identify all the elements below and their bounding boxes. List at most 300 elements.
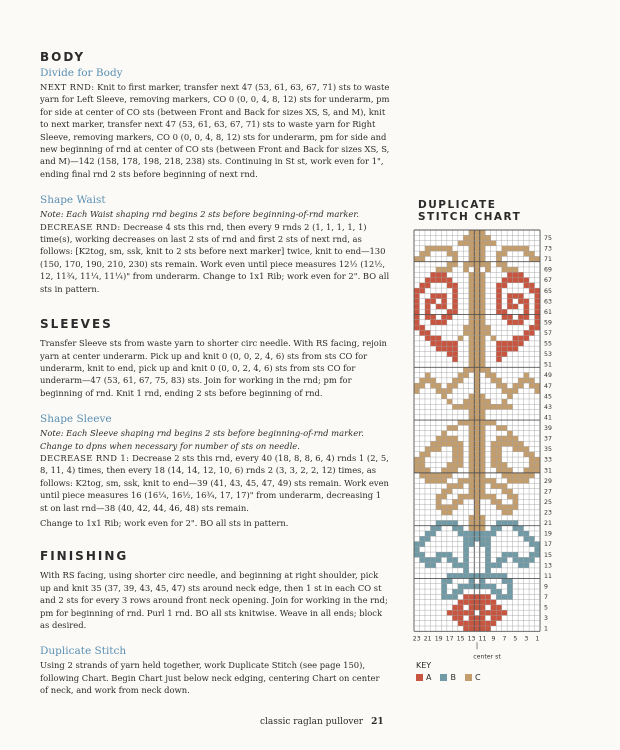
chart-cell-a: [436, 341, 441, 346]
chart-cell-c: [513, 388, 518, 393]
chart-cell-c: [485, 367, 490, 372]
chart-cell-c: [480, 320, 485, 325]
chart-cell-a: [419, 330, 424, 335]
chart-cell-c: [441, 267, 446, 272]
chart-row-label: 17: [544, 541, 552, 549]
chart-cell-a: [441, 341, 446, 346]
chart-cell-a: [513, 278, 518, 283]
chart-cell-c: [419, 473, 424, 478]
chart-cell-c: [474, 520, 479, 525]
chart-cell-a: [480, 621, 485, 626]
chart-cell-a: [441, 293, 446, 298]
chart-row-label: 13: [544, 562, 552, 570]
chart-cell-c: [518, 378, 523, 383]
chart-cell-c: [474, 267, 479, 272]
chart-cell-b: [463, 568, 468, 573]
chart-cell-b: [491, 573, 496, 578]
chart-cell-c: [463, 241, 468, 246]
chart-row-label: 33: [544, 456, 552, 464]
chart-cell-c: [480, 520, 485, 525]
chart-cell-b: [447, 594, 452, 599]
chart-cell-c: [507, 505, 512, 510]
chart-cell-c: [480, 330, 485, 335]
chart-cell-c: [480, 399, 485, 404]
chart-cell-c: [474, 441, 479, 446]
chart-cell-b: [463, 563, 468, 568]
chart-cell-a: [447, 278, 452, 283]
chart-cell-c: [491, 457, 496, 462]
chart-cell-b: [452, 520, 457, 525]
chart-cell-c: [436, 267, 441, 272]
chart-cell-c: [535, 383, 540, 388]
chart-cell-c: [441, 394, 446, 399]
chart-cell-c: [474, 494, 479, 499]
center-st-label: center st: [473, 653, 501, 661]
chart-cell-c: [430, 246, 435, 251]
chart-cell-c: [513, 383, 518, 388]
chart-cell-a: [524, 336, 529, 341]
chart-cell-c: [496, 404, 501, 409]
chart-cell-b: [463, 531, 468, 536]
chart-row-label: 3: [544, 615, 548, 623]
chart-cell-b: [485, 536, 490, 541]
chart-cell-c: [474, 293, 479, 298]
chart-cell-a: [469, 605, 474, 610]
chart-cell-a: [425, 304, 430, 309]
chart-cell-c: [529, 468, 534, 473]
chart-cell-c: [491, 462, 496, 467]
chart-row-label: 57: [544, 330, 552, 337]
chart-cell-c: [447, 436, 452, 441]
chart-cell-c: [469, 325, 474, 330]
chart-cell-c: [425, 246, 430, 251]
chart-col-label: 3: [524, 635, 529, 643]
chart-cell-a: [441, 304, 446, 309]
chart-cell-c: [469, 483, 474, 488]
chart-cell-c: [474, 325, 479, 330]
chart-cell-c: [469, 436, 474, 441]
chart-cell-c: [480, 283, 485, 288]
chart-cell-b: [535, 547, 540, 552]
chart-cell-b: [513, 520, 518, 525]
chart-cell-c: [458, 420, 463, 425]
chart-cell-c: [441, 246, 446, 251]
chart-col-label: 1: [535, 635, 540, 643]
chart-cell-c: [474, 404, 479, 409]
chart-cell-c: [474, 256, 479, 261]
chart-cell-c: [474, 431, 479, 436]
chart-cell-c: [463, 404, 468, 409]
chart-cell-c: [507, 404, 512, 409]
chart-cell-a: [425, 283, 430, 288]
chart-cell-a: [425, 314, 430, 319]
chart-cell-c: [469, 262, 474, 267]
chart-cell-c: [452, 505, 457, 510]
chart-cell-c: [458, 378, 463, 383]
chart-cell-c: [474, 362, 479, 367]
chart-cell-c: [452, 425, 457, 430]
chart-cell-c: [480, 299, 485, 304]
chart-cell-b: [513, 557, 518, 562]
chart-cell-c: [480, 235, 485, 240]
chart-cell-c: [480, 357, 485, 362]
chart-cell-a: [419, 325, 424, 330]
chart-cell-c: [502, 251, 507, 256]
page-footer: [260, 717, 384, 727]
chart-cell-c: [485, 478, 490, 483]
chart-cell-b: [474, 531, 479, 536]
chart-cell-c: [436, 383, 441, 388]
chart-cell-b: [507, 589, 512, 594]
chart-cell-c: [469, 241, 474, 246]
chart-cell-a: [480, 594, 485, 599]
chart-cell-c: [419, 452, 424, 457]
chart-cell-c: [441, 431, 446, 436]
chart-cell-b: [436, 520, 441, 525]
chart-cell-a: [524, 278, 529, 283]
chart-cell-a: [430, 299, 435, 304]
chart-cell-c: [480, 362, 485, 367]
chart-cell-c: [513, 436, 518, 441]
chart-cell-c: [469, 399, 474, 404]
chart-cell-c: [496, 483, 501, 488]
chart-cell-c: [469, 494, 474, 499]
finishing-text: With RS facing, using shorter circ needle, and beginning at right shoulder, pick up and knit 35 (37, 39, 43, 45, 47) sts around neck edge, then 1 st in each CO st and 2 sts for every 3 rows around front neck opening. Join for working in the rnd; pm for beginning of rnd. Purl 1 rnd. BO all sts knitwise. Weave in all ends; block as desired.: [40, 570, 388, 630]
chart-cell-c: [469, 304, 474, 309]
chart-cell-c: [507, 441, 512, 446]
chart-cell-a: [502, 309, 507, 314]
chart-cell-c: [496, 441, 501, 446]
chart-cell-a: [518, 278, 523, 283]
chart-cell-c: [419, 256, 424, 261]
chart-cell-b: [507, 594, 512, 599]
chart-cell-b: [452, 594, 457, 599]
chart-cell-b: [491, 589, 496, 594]
chart-cell-c: [518, 473, 523, 478]
chart-cell-c: [474, 468, 479, 473]
chart-row-label: 45: [544, 393, 552, 401]
chart-cell-b: [491, 563, 496, 568]
chart-cell-c: [496, 468, 501, 473]
chart-cell-b: [425, 563, 430, 568]
chart-cell-c: [458, 457, 463, 462]
chart-cell-b: [463, 536, 468, 541]
chart-cell-c: [524, 478, 529, 483]
chart-cell-c: [458, 499, 463, 504]
chart-cell-a: [507, 304, 512, 309]
chart-cell-c: [430, 441, 435, 446]
sleeves-heading: SLEEVES: [40, 317, 113, 332]
chart-cell-a: [463, 600, 468, 605]
chart-cell-a: [469, 594, 474, 599]
chart-cell-b: [518, 563, 523, 568]
chart-cell-c: [480, 309, 485, 314]
chart-cell-b: [430, 563, 435, 568]
chart-cell-c: [425, 468, 430, 473]
chart-cell-c: [507, 431, 512, 436]
chart-cell-c: [507, 510, 512, 515]
chart-cell-a: [502, 341, 507, 346]
chart-cell-a: [491, 610, 496, 615]
chart-row-label: 19: [544, 530, 552, 538]
shape-sleeve-title: Shape Sleeve: [40, 413, 112, 426]
chart-cell-c: [507, 388, 512, 393]
chart-cell-a: [518, 293, 523, 298]
chart-cell-a: [419, 288, 424, 293]
chart-cell-c: [529, 378, 534, 383]
chart-row-label: 25: [544, 498, 552, 506]
chart-cell-a: [436, 304, 441, 309]
chart-cell-b: [507, 584, 512, 589]
chart-cell-b: [496, 520, 501, 525]
body-heading: BODY: [40, 50, 86, 64]
chart-cell-a: [414, 309, 419, 314]
chart-cell-c: [480, 230, 485, 235]
chart-cell-c: [436, 436, 441, 441]
chart-cell-c: [474, 420, 479, 425]
chart-cell-c: [491, 441, 496, 446]
chart-cell-b: [529, 557, 534, 562]
chart-row-label: 63: [544, 298, 552, 306]
chart-cell-c: [474, 288, 479, 293]
chart-cell-b: [463, 557, 468, 562]
chart-cell-a: [441, 314, 446, 319]
key-label-a: A: [426, 673, 432, 682]
chart-cell-b: [502, 594, 507, 599]
chart-cell-c: [513, 473, 518, 478]
chart-cell-c: [491, 241, 496, 246]
chart-cell-a: [502, 283, 507, 288]
duplicate-stitch-chart: [412, 228, 572, 661]
chart-cell-a: [513, 336, 518, 341]
chart-row-label: 21: [544, 520, 552, 528]
chart-cell-c: [507, 494, 512, 499]
chart-cell-c: [518, 441, 523, 446]
chart-cell-c: [419, 468, 424, 473]
chart-cell-a: [430, 336, 435, 341]
chart-cell-a: [474, 600, 479, 605]
chart-cell-b: [463, 542, 468, 547]
chart-cell-c: [502, 388, 507, 393]
chart-cell-c: [507, 478, 512, 483]
chart-cell-c: [452, 404, 457, 409]
chart-cell-a: [485, 621, 490, 626]
chart-cell-a: [518, 336, 523, 341]
chart-cell-c: [469, 351, 474, 356]
chart-cell-c: [430, 383, 435, 388]
chart-cell-c: [469, 362, 474, 367]
chart-cell-a: [518, 314, 523, 319]
chart-cell-c: [474, 341, 479, 346]
chart-col-label: 13: [467, 635, 476, 643]
chart-cell-c: [507, 246, 512, 251]
chart-cell-c: [480, 478, 485, 483]
chart-cell-c: [447, 251, 452, 256]
chart-cell-b: [419, 557, 424, 562]
chart-cell-a: [513, 341, 518, 346]
chart-cell-a: [452, 605, 457, 610]
chart-cell-b: [425, 536, 430, 541]
chart-cell-c: [474, 373, 479, 378]
chart-cell-c: [447, 246, 452, 251]
chart-cell-c: [474, 410, 479, 415]
chart-cell-c: [535, 457, 540, 462]
chart-cell-a: [474, 594, 479, 599]
chart-cell-b: [485, 568, 490, 573]
chart-cell-c: [469, 336, 474, 341]
chart-cell-a: [518, 320, 523, 325]
chart-cell-b: [496, 526, 501, 531]
chart-cell-b: [485, 584, 490, 589]
chart-cell-c: [474, 425, 479, 430]
chart-cell-a: [458, 615, 463, 620]
chart-cell-c: [469, 251, 474, 256]
chart-cell-a: [507, 299, 512, 304]
chart-cell-c: [436, 446, 441, 451]
chart-cell-a: [414, 288, 419, 293]
chart-row-label: 15: [544, 551, 552, 559]
chart-row-label: 67: [544, 277, 552, 285]
chart-cell-b: [430, 526, 435, 531]
chart-cell-b: [447, 557, 452, 562]
chart-cell-c: [441, 505, 446, 510]
chart-cell-a: [491, 605, 496, 610]
chart-cell-c: [474, 515, 479, 520]
chart-cell-c: [474, 446, 479, 451]
chart-col-label: 15: [456, 635, 465, 643]
chart-cell-c: [474, 262, 479, 267]
chart-cell-a: [419, 283, 424, 288]
chart-cell-a: [436, 336, 441, 341]
chart-cell-a: [496, 346, 501, 351]
chart-cell-c: [474, 299, 479, 304]
chart-cell-c: [419, 457, 424, 462]
chart-cell-a: [469, 615, 474, 620]
chart-cell-a: [485, 594, 490, 599]
chart-cell-a: [425, 330, 430, 335]
chart-cell-c: [447, 383, 452, 388]
chart-cell-c: [452, 383, 457, 388]
chart-cell-c: [474, 505, 479, 510]
chart-cell-a: [535, 299, 540, 304]
chart-cell-c: [463, 478, 468, 483]
chart-cell-c: [485, 494, 490, 499]
chart-cell-c: [458, 483, 463, 488]
chart-cell-c: [414, 462, 419, 467]
chart-cell-c: [469, 283, 474, 288]
chart-cell-b: [485, 552, 490, 557]
chart-row-label: 69: [544, 266, 552, 274]
chart-cell-a: [535, 320, 540, 325]
chart-cell-c: [425, 478, 430, 483]
chart-cell-c: [529, 251, 534, 256]
chart-row-label: 5: [544, 604, 548, 612]
chart-cell-b: [524, 563, 529, 568]
chart-cell-c: [469, 526, 474, 531]
key-title: KEY: [416, 661, 432, 670]
shape-sleeve-text: DECREASE RND 1: Decrease 2 sts this rnd, every 40 (18, 8, 8, 6, 4) rnds 1 (2, 5, 8, 11, 4) times, then every 18 (14, 14, 12, 10, 6) rnds 2 (3, 3, 2, 2, 12) times, as follows: K2tog, sm, ssk, knit to end—39 (41, 43, 45, 47, 49) sts remain. Work even until piece measures 16 (16¼, 16½, 16¾, 17, 17)" from underarm, decreasing 1 st on last rnd—38 (40, 42, 44, 46, 48) sts remain.: [40, 452, 389, 513]
text-column: [40, 50, 390, 697]
chart-cell-b: [441, 589, 446, 594]
chart-cell-c: [480, 241, 485, 246]
chart-cell-c: [496, 425, 501, 430]
chart-cell-b: [458, 563, 463, 568]
chart-cell-a: [452, 304, 457, 309]
chart-cell-c: [469, 473, 474, 478]
chart-cell-b: [452, 573, 457, 578]
chart-cell-c: [485, 325, 490, 330]
chart-cell-a: [491, 621, 496, 626]
chart-cell-b: [463, 573, 468, 578]
chart-cell-c: [430, 478, 435, 483]
chart-cell-c: [419, 378, 424, 383]
chart-cell-c: [469, 235, 474, 240]
chart-cell-a: [458, 621, 463, 626]
chart-cell-c: [480, 483, 485, 488]
chart-cell-c: [469, 299, 474, 304]
chart-cell-b: [480, 531, 485, 536]
chart-cell-c: [430, 446, 435, 451]
chart-cell-c: [491, 452, 496, 457]
chart-cell-c: [507, 473, 512, 478]
chart-cell-c: [474, 272, 479, 277]
chart-cell-c: [463, 267, 468, 272]
chart-cell-c: [502, 425, 507, 430]
chart-cell-b: [463, 584, 468, 589]
chart-cell-c: [502, 510, 507, 515]
chart-cell-c: [447, 399, 452, 404]
chart-cell-c: [452, 256, 457, 261]
chart-cell-c: [469, 478, 474, 483]
chart-cell-c: [480, 256, 485, 261]
chart-cell-b: [518, 531, 523, 536]
chart-cell-c: [491, 446, 496, 451]
chart-cell-b: [447, 573, 452, 578]
chart-cell-c: [425, 373, 430, 378]
chart-cell-c: [480, 341, 485, 346]
chart-cell-b: [469, 542, 474, 547]
chart-cell-c: [502, 404, 507, 409]
chart-col-label: 9: [491, 635, 496, 643]
chart-cell-a: [491, 615, 496, 620]
chart-cell-c: [419, 462, 424, 467]
chart-cell-a: [463, 626, 468, 631]
chart-cell-c: [496, 436, 501, 441]
chart-row-label: 35: [544, 446, 552, 454]
chart-cell-a: [441, 299, 446, 304]
chart-cell-a: [496, 357, 501, 362]
chart-cell-c: [502, 267, 507, 272]
chart-cell-a: [474, 605, 479, 610]
chart-cell-a: [463, 594, 468, 599]
chart-cell-c: [469, 404, 474, 409]
chart-cell-a: [463, 610, 468, 615]
chart-cell-c: [480, 494, 485, 499]
chart-cell-c: [425, 446, 430, 451]
chart-cell-c: [474, 246, 479, 251]
chart-cell-c: [485, 262, 490, 267]
chart-cell-b: [469, 578, 474, 583]
chart-cell-c: [441, 510, 446, 515]
chart-cell-a: [414, 314, 419, 319]
chart-row-label: 11: [544, 572, 552, 580]
chart-cell-c: [463, 262, 468, 267]
key-swatch-a: [416, 674, 423, 681]
chart-cell-c: [469, 452, 474, 457]
chart-cell-c: [414, 256, 419, 261]
chart-cell-c: [480, 425, 485, 430]
chart-cell-b: [518, 557, 523, 562]
